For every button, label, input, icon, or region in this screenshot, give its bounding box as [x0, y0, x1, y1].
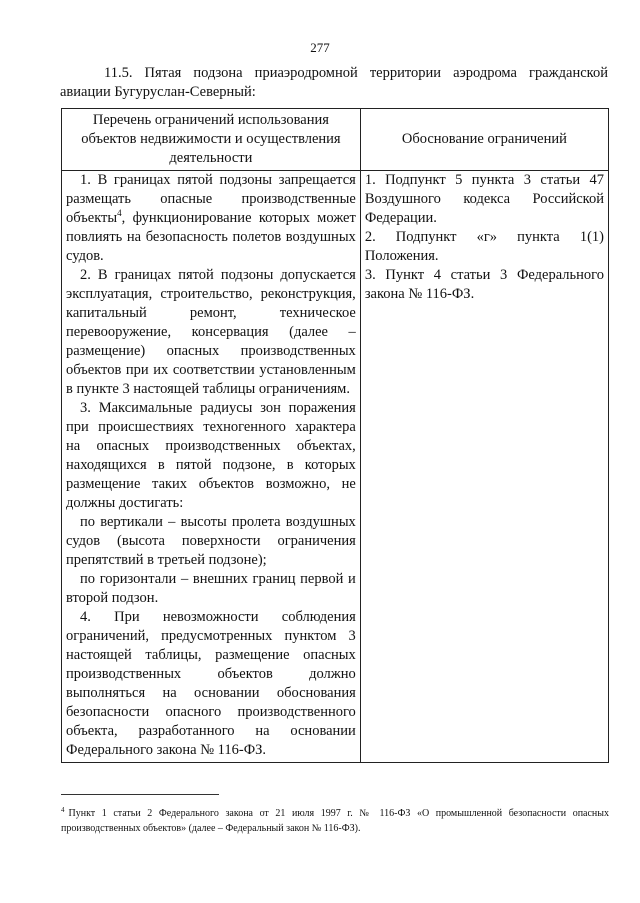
restriction-item-1 [66, 171, 356, 266]
footnote-text: Пункт 1 статьи 2 Федерального закона от 21 июля 1997 г. № 116-ФЗ «О промышленной безопасности опасных производственных объектов» (далее – Федеральный закон № 116-ФЗ). [61, 808, 609, 834]
page-number: 277 [310, 40, 330, 55]
justification-cell [360, 171, 608, 763]
restriction-item-3-horizontal: по горизонтали – внешних границ первой и второй подзон. [66, 571, 356, 606]
section-heading: 11.5. Пятая подзона приаэродромной территории аэродрома гражданской авиации Бугуруслан-Северный: [60, 65, 608, 100]
footnote-reference: 4 [117, 208, 122, 219]
header-justification: Обоснование ограничений [360, 109, 608, 171]
restriction-item-3: 3. Максимальные радиусы зон поражения при происшествиях техногенного характера на опасных производственных объектах, находящихся в пятой подзоне, в которых размещение таких объектов возможно, не должны достигать: [66, 400, 356, 511]
justification-item-1: 1. Подпункт 5 пункта 3 статьи 47 Воздушного кодекса Российской Федерации. [364, 172, 604, 226]
footnote [61, 806, 609, 836]
table-row [62, 171, 609, 763]
header-restrictions: Перечень ограничений использования объектов недвижимости и осуществления деятельности [62, 109, 361, 171]
restriction-item-4: 4. При невозможности соблюдения ограничений, предусмотренных пунктом 3 настоящей таблицы, размещение опасных производственных объектов должно выполняться на основании обоснования безопасности опасного производственного объекта, разработанного на основании Федерального закона № 116-ФЗ. [66, 609, 356, 758]
justification-item-2: 2. Подпункт «г» пункта 1(1) Положения. [364, 229, 604, 264]
justification-item-3: 3. Пункт 4 статьи 3 Федерального закона № 116-ФЗ. [364, 267, 604, 302]
restriction-item-1-text: 1. В границах пятой подзоны запрещается размещать опасные производственные объекты [66, 172, 356, 226]
table-header-row [62, 109, 609, 171]
restrictions-cell [62, 171, 361, 763]
footnote-divider [61, 794, 219, 795]
restriction-item-1-text-cont: , функционирование которых может повлиять на безопасность полетов воздушных судов. [66, 210, 356, 264]
restrictions-table [61, 108, 609, 763]
restriction-item-2: 2. В границах пятой подзоны допускается эксплуатация, строительство, реконструкция, капитальный ремонт, техническое перевооружение, консервация (далее – размещение) опасных производственных объектов при их соответствии установленным в пункте 3 настоящей таблицы ограничениям. [66, 267, 356, 397]
footnote-mark: 4 [61, 805, 65, 814]
restriction-item-3-vertical: по вертикали – высоты пролета воздушных судов (высота поверхности ограничения препятствий в третьей подзоне); [66, 514, 356, 568]
